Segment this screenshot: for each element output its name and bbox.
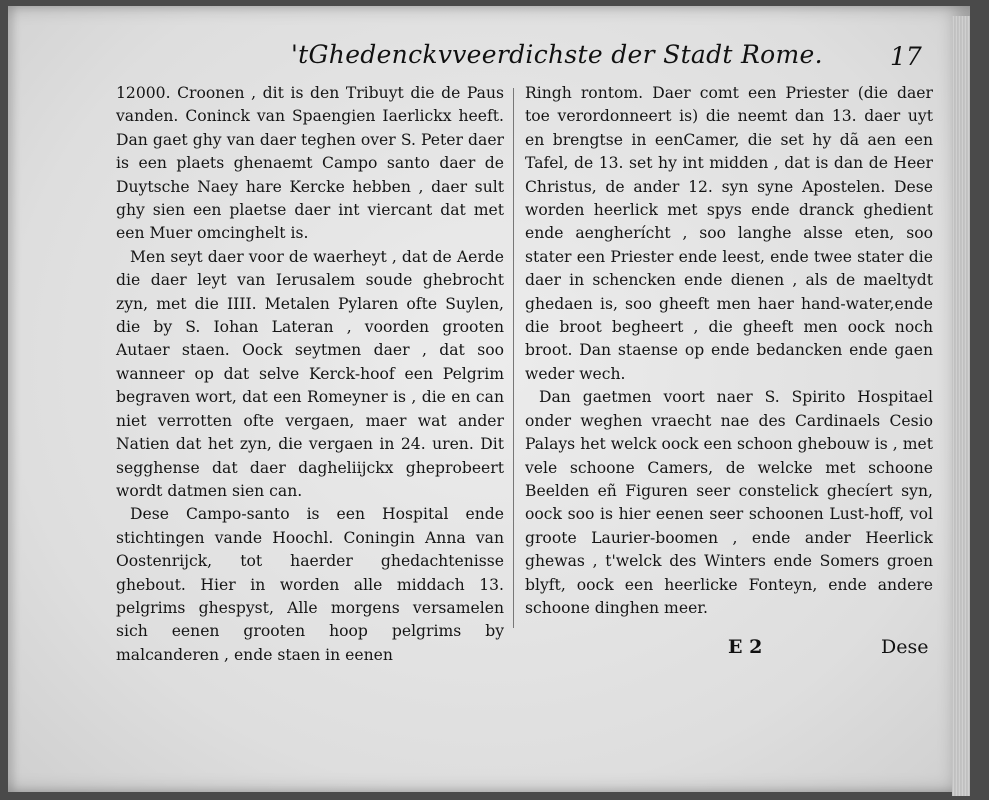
paragraph: Dan gaetmen voort naer S. Spirito Hospitael onder weghen vraecht nae des Cardinaels Cesio Palays het welck oock een schoon ghebouw is , met vele schoone Camers, de welcke met schoone Beelden eñ Figuren seer constelick ghecíert syn, oock soo is hier eenen seer schoonen Lust-hoff, vol groote Laurier-boomen , ende ander Heerlick ghewas , t'welck des Winters ende Somers groen blyft, oock een heerlicke Fonteyn, ende andere schoone dinghen meer. <box>525 388 933 617</box>
paragraph: 12000. Croonen , dit is den Tribuyt die de Paus vanden. Coninck van Spaengien Iaerlickx heeft. Dan gaet ghy van daer teghen over S. Peter daer is een plaets ghenaemt Campo santo daer de Duytsche Naey hare Kercke hebben , daer sult ghy sien een plaetse daer int viercant dat met een Muer omcinghelt is. <box>116 84 504 243</box>
book-page <box>8 6 970 792</box>
page-edge <box>952 16 970 796</box>
column-rule <box>513 88 514 628</box>
paragraph: Dese Campo-santo is een Hospital ende stichtingen vande Hoochl. Coningin Anna van Oostenrijck, tot haerder ghedachtenisse ghebout. Hier in worden alle middach 13. pelgrims ghespyst, Alle morgens versamelen sich eenen grooten hoop pelgrims by malcanderen , ende staen in eenen <box>116 505 504 664</box>
paragraph: Ringh rontom. Daer comt een Priester (die daer toe verordonneert is) die neemt dan 13. daer uyt en brengtse in eenCamer, die set hy dã aen een Tafel, de 13. set hy int midden , dat is dan de Heer Christus, de ander 12. syn syne Apostelen. Dese worden heerlick met spys ende dranck ghedient ende aengherícht , soo langhe alsse eten, soo stater een Priester ende leest, ende twee stater die daer in schencken ende dienen , als de maeltydt ghedaen is, soo gheeft men haer hand-water,ende die broot begheert , die gheeft men oock noch broot. Dan staense op ende bedancken ende gaen weder wech. <box>525 84 933 383</box>
signature-mark: E 2 <box>728 636 763 658</box>
page-number: 17 <box>890 42 922 71</box>
paragraph: Men seyt daer voor de waerheyt , dat de Aerde die daer leyt van Ierusalem soude ghebrocht zyn, met die IIII. Metalen Pylaren ofte Suylen, die by S. Iohan Lateran , voorden grooten Autaer staen. Oock seytmen daer , dat soo wanneer op dat selve Kerck-hoof een Pelgrim begraven wort, dat een Romeyner is , die en can niet verrotten ofte vergaen, maer wat ander Natien dat het zyn, die vergaen in 24. uren. Dit segghense dat daer dagheliijckx gheprobeert wordt datmen sien can. <box>116 247 504 500</box>
show-through-text <box>108 684 868 774</box>
catchword: Dese <box>881 636 929 658</box>
running-title: 'tGhedenckvveerdichste der Stadt Rome. <box>291 40 823 69</box>
right-column <box>525 82 933 620</box>
left-column <box>116 82 504 667</box>
